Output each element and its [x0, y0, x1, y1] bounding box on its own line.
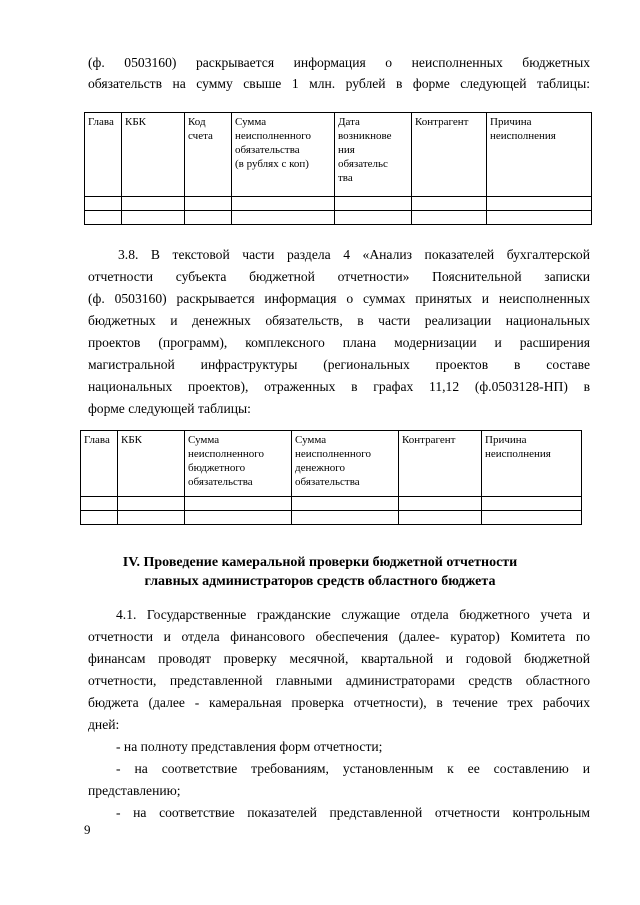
table-unfulfilled-obligations — [84, 112, 592, 225]
col-header-account-code: Код счета — [185, 113, 232, 197]
section4-line-4: отчетности, представленной главными администраторами средств областного — [88, 673, 590, 688]
section-heading-line-1: IV. Проведение камеральной проверки бюджетной отчетности — [122, 555, 518, 570]
section4-line-9: представлению; — [88, 783, 181, 798]
col-header-budget-sum: Сумма неисполненного бюджетного обязательства — [185, 431, 292, 497]
section4-line-7: - на полноту представления форм отчетности; — [116, 739, 383, 754]
table-header-row — [85, 113, 592, 197]
section38-line-6: магистральной инфраструктуры (региональных проектов в составе — [88, 357, 590, 372]
col-header-cash-sum: Сумма неисполненного денежного обязательства — [292, 431, 399, 497]
section-heading-line-2: главных администраторов средств областного бюджета — [144, 574, 496, 589]
table-national-projects — [80, 430, 582, 525]
table-row — [85, 211, 592, 225]
col-header-kbk: КБК — [118, 431, 185, 497]
section38-line-1: 3.8. В текстовой части раздела 4 «Анализ показателей бухгалтерской — [118, 247, 590, 262]
intro-line-1: (ф. 0503160) раскрывается информация о неисполненных бюджетных — [88, 55, 590, 70]
table-row — [81, 497, 582, 511]
section38-line-2: отчетности субъекта бюджетной отчетности» Пояснительной записки — [88, 269, 590, 284]
section4-line-5: бюджета (далее - камеральная проверка отчетности), в течение трех рабочих — [88, 695, 590, 710]
section4-line-10: - на соответствие показателей представленной отчетности контрольным — [116, 805, 590, 820]
col-header-glava: Глава — [85, 113, 122, 197]
col-header-contractor: Контрагент — [412, 113, 487, 197]
table-row — [85, 197, 592, 211]
section38-line-7: национальных проектов), отраженных в графах 11,12 (ф.0503128-НП) в — [88, 379, 590, 394]
col-header-reason: Причина неисполнения — [482, 431, 582, 497]
table-header-row — [81, 431, 582, 497]
col-header-date: Дата возникнове ния обязательс тва — [335, 113, 412, 197]
section38-line-3: (ф. 0503160) раскрывается информация о суммах принятых и неисполненных — [88, 291, 590, 306]
section4-line-1: 4.1. Государственные гражданские служащие отдела бюджетного учета и — [116, 607, 590, 622]
section4-line-2: отчетности и отдела финансового обеспечения (далее- куратор) Комитета по — [88, 629, 590, 644]
col-header-reason: Причина неисполнения — [487, 113, 592, 197]
section38-line-5: проектов (программ), комплексного плана модернизации и расширения — [88, 335, 590, 350]
col-header-glava: Глава — [81, 431, 118, 497]
col-header-kbk: КБК — [122, 113, 185, 197]
col-header-contractor: Контрагент — [399, 431, 482, 497]
section38-line-8: форме следующей таблицы: — [88, 401, 251, 416]
section4-line-8: - на соответствие требованиям, установленным к ее составлению и — [116, 761, 590, 776]
section4-line-3: финансам проводят проверку месячной, квартальной и годовой бюджетной — [88, 651, 590, 666]
intro-line-2: обязательств на сумму свыше 1 млн. рублей в форме следующей таблицы: — [88, 76, 590, 91]
section38-line-4: бюджетных и денежных обязательств, в части реализации национальных — [88, 313, 590, 328]
page-number: 9 — [84, 822, 91, 837]
section4-line-6: дней: — [88, 717, 120, 732]
col-header-sum: Сумма неисполненного обязательства (в рублях с коп) — [232, 113, 335, 197]
table-row — [81, 511, 582, 525]
